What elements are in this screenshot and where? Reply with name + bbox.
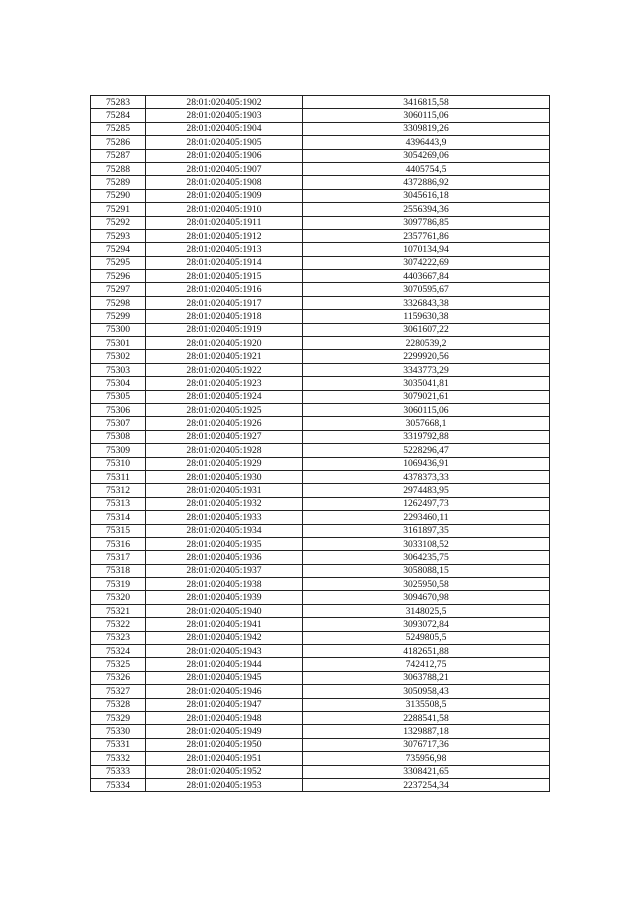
cadastral-number-cell: 28:01:020405:1909: [146, 189, 303, 202]
row-number-cell: 75321: [91, 604, 146, 617]
table-row: [91, 470, 550, 483]
cadastral-number-cell: 28:01:020405:1917: [146, 296, 303, 309]
table-row: [91, 578, 550, 591]
value-cell: 4378373,33: [303, 470, 550, 483]
cadastral-number-cell: 28:01:020405:1933: [146, 511, 303, 524]
cadastral-number-cell: 28:01:020405:1913: [146, 243, 303, 256]
table-row: [91, 564, 550, 577]
cadastral-number-cell: 28:01:020405:1924: [146, 390, 303, 403]
row-number-cell: 75284: [91, 109, 146, 122]
cadastral-number-cell: 28:01:020405:1914: [146, 256, 303, 269]
value-cell: 3308421,65: [303, 765, 550, 778]
cadastral-number-cell: 28:01:020405:1902: [146, 96, 303, 109]
row-number-cell: 75305: [91, 390, 146, 403]
cadastral-number-cell: 28:01:020405:1907: [146, 162, 303, 175]
table-row: [91, 457, 550, 470]
row-number-cell: 75324: [91, 645, 146, 658]
row-number-cell: 75329: [91, 711, 146, 724]
table-row: [91, 189, 550, 202]
row-number-cell: 75308: [91, 430, 146, 443]
cadastral-number-cell: 28:01:020405:1939: [146, 591, 303, 604]
cadastral-number-cell: 28:01:020405:1916: [146, 283, 303, 296]
table-row: [91, 296, 550, 309]
cadastral-number-cell: 28:01:020405:1948: [146, 711, 303, 724]
table-row: [91, 136, 550, 149]
table-row: [91, 283, 550, 296]
value-cell: 3161897,35: [303, 524, 550, 537]
row-number-cell: 75330: [91, 725, 146, 738]
value-cell: 3079021,61: [303, 390, 550, 403]
cadastral-number-cell: 28:01:020405:1936: [146, 551, 303, 564]
cadastral-number-cell: 28:01:020405:1946: [146, 685, 303, 698]
cadastral-number-cell: 28:01:020405:1940: [146, 604, 303, 617]
row-number-cell: 75300: [91, 323, 146, 336]
table-row: [91, 752, 550, 765]
cadastral-number-cell: 28:01:020405:1937: [146, 564, 303, 577]
table-row: [91, 256, 550, 269]
table-row: [91, 176, 550, 189]
table-row: [91, 417, 550, 430]
value-cell: 3057668,1: [303, 417, 550, 430]
value-cell: 742412,75: [303, 658, 550, 671]
cadastral-number-cell: 28:01:020405:1911: [146, 216, 303, 229]
value-cell: 4403667,84: [303, 270, 550, 283]
row-number-cell: 75306: [91, 403, 146, 416]
table-row: [91, 618, 550, 631]
cadastral-number-cell: 28:01:020405:1945: [146, 671, 303, 684]
cadastral-number-cell: 28:01:020405:1938: [146, 578, 303, 591]
value-cell: 5228296,47: [303, 444, 550, 457]
row-number-cell: 75291: [91, 203, 146, 216]
table-row: [91, 229, 550, 242]
row-number-cell: 75334: [91, 778, 146, 791]
value-cell: 3035041,81: [303, 377, 550, 390]
value-cell: 4182651,88: [303, 645, 550, 658]
cadastral-number-cell: 28:01:020405:1921: [146, 350, 303, 363]
table-row: [91, 645, 550, 658]
row-number-cell: 75294: [91, 243, 146, 256]
row-number-cell: 75309: [91, 444, 146, 457]
table-row: [91, 243, 550, 256]
table-row: [91, 109, 550, 122]
cadastral-number-cell: 28:01:020405:1903: [146, 109, 303, 122]
row-number-cell: 75293: [91, 229, 146, 242]
value-cell: 3058088,15: [303, 564, 550, 577]
value-cell: 2974483,95: [303, 484, 550, 497]
row-number-cell: 75312: [91, 484, 146, 497]
cadastral-number-cell: 28:01:020405:1932: [146, 497, 303, 510]
row-number-cell: 75286: [91, 136, 146, 149]
row-number-cell: 75287: [91, 149, 146, 162]
data-table: [90, 95, 550, 792]
value-cell: 2288541,58: [303, 711, 550, 724]
table-row: [91, 511, 550, 524]
row-number-cell: 75302: [91, 350, 146, 363]
table-row: [91, 270, 550, 283]
value-cell: 3054269,06: [303, 149, 550, 162]
cadastral-number-cell: 28:01:020405:1928: [146, 444, 303, 457]
table-row: [91, 765, 550, 778]
value-cell: 4372886,92: [303, 176, 550, 189]
table-row: [91, 484, 550, 497]
cadastral-number-cell: 28:01:020405:1952: [146, 765, 303, 778]
table-row: [91, 323, 550, 336]
row-number-cell: 75303: [91, 363, 146, 376]
row-number-cell: 75292: [91, 216, 146, 229]
row-number-cell: 75326: [91, 671, 146, 684]
cadastral-number-cell: 28:01:020405:1931: [146, 484, 303, 497]
value-cell: 3416815,58: [303, 96, 550, 109]
value-cell: 3063788,21: [303, 671, 550, 684]
table-row: [91, 725, 550, 738]
table-row: [91, 698, 550, 711]
cadastral-number-cell: 28:01:020405:1949: [146, 725, 303, 738]
row-number-cell: 75332: [91, 752, 146, 765]
row-number-cell: 75315: [91, 524, 146, 537]
value-cell: 3343773,29: [303, 363, 550, 376]
row-number-cell: 75283: [91, 96, 146, 109]
value-cell: 3064235,75: [303, 551, 550, 564]
row-number-cell: 75299: [91, 310, 146, 323]
cadastral-number-cell: 28:01:020405:1942: [146, 631, 303, 644]
row-number-cell: 75318: [91, 564, 146, 577]
table-row: [91, 524, 550, 537]
table-row: [91, 390, 550, 403]
value-cell: 2280539,2: [303, 337, 550, 350]
row-number-cell: 75296: [91, 270, 146, 283]
cadastral-number-cell: 28:01:020405:1904: [146, 122, 303, 135]
row-number-cell: 75323: [91, 631, 146, 644]
cadastral-number-cell: 28:01:020405:1935: [146, 537, 303, 550]
value-cell: 1069436,91: [303, 457, 550, 470]
value-cell: 3061607,22: [303, 323, 550, 336]
value-cell: 3060115,06: [303, 109, 550, 122]
cadastral-number-cell: 28:01:020405:1953: [146, 778, 303, 791]
row-number-cell: 75307: [91, 417, 146, 430]
value-cell: 1262497,73: [303, 497, 550, 510]
value-cell: 3025950,58: [303, 578, 550, 591]
value-cell: 2299920,56: [303, 350, 550, 363]
cadastral-number-cell: 28:01:020405:1927: [146, 430, 303, 443]
table-row: [91, 203, 550, 216]
cadastral-number-cell: 28:01:020405:1947: [146, 698, 303, 711]
value-cell: 2357761,86: [303, 229, 550, 242]
cadastral-number-cell: 28:01:020405:1919: [146, 323, 303, 336]
row-number-cell: 75297: [91, 283, 146, 296]
table-row: [91, 377, 550, 390]
table-row: [91, 96, 550, 109]
cadastral-number-cell: 28:01:020405:1923: [146, 377, 303, 390]
cadastral-number-cell: 28:01:020405:1908: [146, 176, 303, 189]
value-cell: 3070595,67: [303, 283, 550, 296]
value-cell: 2293460,11: [303, 511, 550, 524]
cadastral-number-cell: 28:01:020405:1930: [146, 470, 303, 483]
row-number-cell: 75311: [91, 470, 146, 483]
row-number-cell: 75288: [91, 162, 146, 175]
row-number-cell: 75290: [91, 189, 146, 202]
cadastral-number-cell: 28:01:020405:1922: [146, 363, 303, 376]
row-number-cell: 75317: [91, 551, 146, 564]
value-cell: 1329887,18: [303, 725, 550, 738]
table-row: [91, 430, 550, 443]
value-cell: 735956,98: [303, 752, 550, 765]
row-number-cell: 75331: [91, 738, 146, 751]
value-cell: 1159630,38: [303, 310, 550, 323]
table-row: [91, 671, 550, 684]
cadastral-number-cell: 28:01:020405:1944: [146, 658, 303, 671]
value-cell: 3033108,52: [303, 537, 550, 550]
row-number-cell: 75314: [91, 511, 146, 524]
cadastral-number-cell: 28:01:020405:1925: [146, 403, 303, 416]
cadastral-number-cell: 28:01:020405:1950: [146, 738, 303, 751]
table-row: [91, 778, 550, 791]
table-row: [91, 711, 550, 724]
value-cell: 3135508,5: [303, 698, 550, 711]
cadastral-number-cell: 28:01:020405:1951: [146, 752, 303, 765]
table-row: [91, 216, 550, 229]
row-number-cell: 75285: [91, 122, 146, 135]
row-number-cell: 75304: [91, 377, 146, 390]
table-body: [91, 96, 550, 792]
table-row: [91, 350, 550, 363]
row-number-cell: 75328: [91, 698, 146, 711]
cadastral-number-cell: 28:01:020405:1912: [146, 229, 303, 242]
table-row: [91, 310, 550, 323]
table-row: [91, 658, 550, 671]
value-cell: 3309819,26: [303, 122, 550, 135]
value-cell: 3074222,69: [303, 256, 550, 269]
table-row: [91, 738, 550, 751]
value-cell: 2237254,34: [303, 778, 550, 791]
cadastral-number-cell: 28:01:020405:1910: [146, 203, 303, 216]
table-row: [91, 604, 550, 617]
row-number-cell: 75310: [91, 457, 146, 470]
value-cell: 3076717,36: [303, 738, 550, 751]
row-number-cell: 75289: [91, 176, 146, 189]
table-row: [91, 631, 550, 644]
row-number-cell: 75325: [91, 658, 146, 671]
cadastral-number-cell: 28:01:020405:1920: [146, 337, 303, 350]
table-row: [91, 122, 550, 135]
row-number-cell: 75327: [91, 685, 146, 698]
row-number-cell: 75322: [91, 618, 146, 631]
cadastral-number-cell: 28:01:020405:1905: [146, 136, 303, 149]
cadastral-number-cell: 28:01:020405:1915: [146, 270, 303, 283]
table-row: [91, 497, 550, 510]
row-number-cell: 75313: [91, 497, 146, 510]
value-cell: 4405754,5: [303, 162, 550, 175]
cadastral-number-cell: 28:01:020405:1929: [146, 457, 303, 470]
row-number-cell: 75301: [91, 337, 146, 350]
table-row: [91, 537, 550, 550]
table-row: [91, 363, 550, 376]
value-cell: 2556394,36: [303, 203, 550, 216]
value-cell: 5249805,5: [303, 631, 550, 644]
cadastral-number-cell: 28:01:020405:1918: [146, 310, 303, 323]
row-number-cell: 75333: [91, 765, 146, 778]
value-cell: 3094670,98: [303, 591, 550, 604]
cadastral-number-cell: 28:01:020405:1943: [146, 645, 303, 658]
table-row: [91, 337, 550, 350]
cadastral-number-cell: 28:01:020405:1906: [146, 149, 303, 162]
row-number-cell: 75295: [91, 256, 146, 269]
table-row: [91, 149, 550, 162]
table-row: [91, 551, 550, 564]
row-number-cell: 75319: [91, 578, 146, 591]
value-cell: 4396443,9: [303, 136, 550, 149]
value-cell: 3319792,88: [303, 430, 550, 443]
row-number-cell: 75298: [91, 296, 146, 309]
table-row: [91, 403, 550, 416]
cadastral-number-cell: 28:01:020405:1934: [146, 524, 303, 537]
value-cell: 1070134,94: [303, 243, 550, 256]
value-cell: 3045616,18: [303, 189, 550, 202]
table-row: [91, 162, 550, 175]
table-row: [91, 685, 550, 698]
value-cell: 3050958,43: [303, 685, 550, 698]
row-number-cell: 75316: [91, 537, 146, 550]
table-row: [91, 444, 550, 457]
value-cell: 3097786,85: [303, 216, 550, 229]
cadastral-number-cell: 28:01:020405:1941: [146, 618, 303, 631]
value-cell: 3326843,38: [303, 296, 550, 309]
value-cell: 3060115,06: [303, 403, 550, 416]
value-cell: 3093072,84: [303, 618, 550, 631]
row-number-cell: 75320: [91, 591, 146, 604]
value-cell: 3148025,5: [303, 604, 550, 617]
cadastral-number-cell: 28:01:020405:1926: [146, 417, 303, 430]
table-row: [91, 591, 550, 604]
